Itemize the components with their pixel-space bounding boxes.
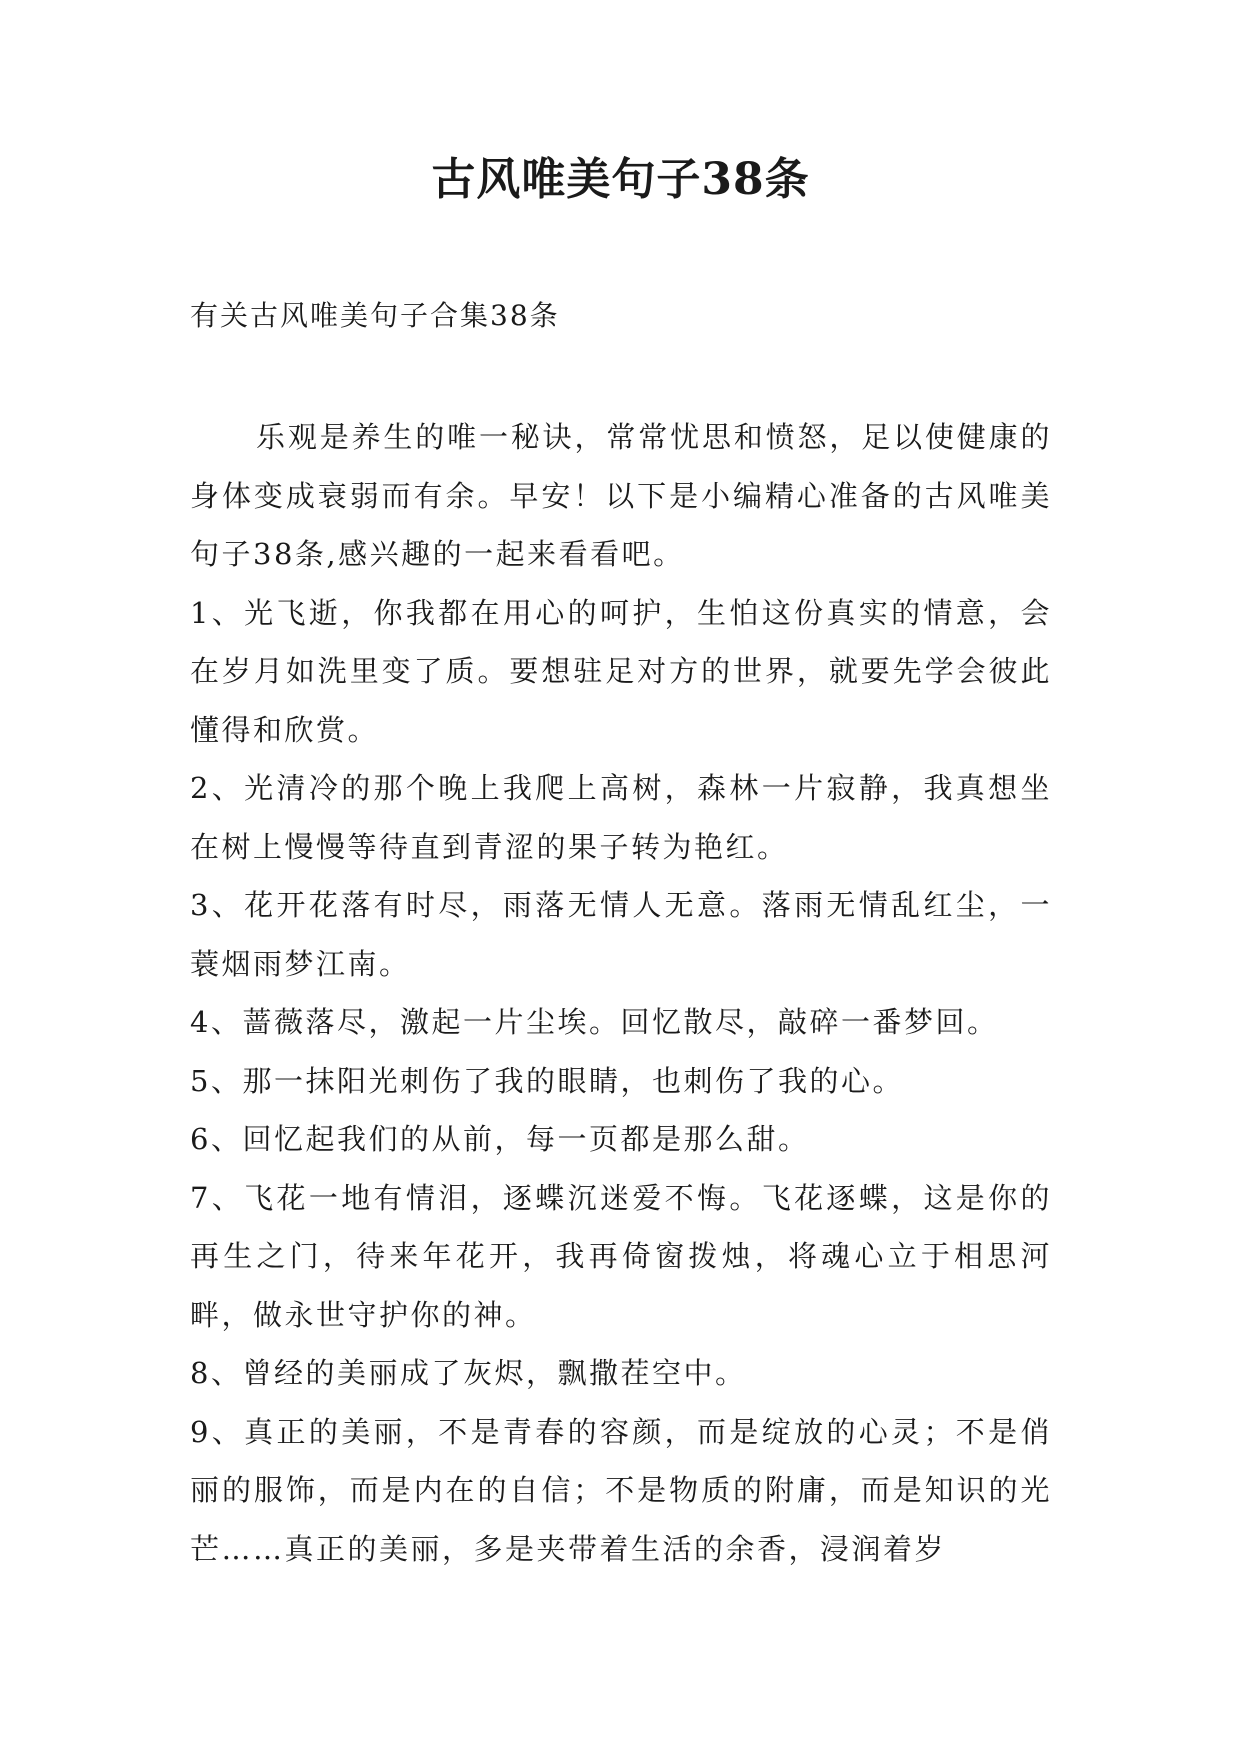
list-item: 3、花开花落有时尽，雨落无情人无意。落雨无情乱红尘，一蓑烟雨梦江南。 [190, 888, 1052, 981]
list-item: 7、飞花一地有情泪，逐蝶沉迷爱不悔。飞花逐蝶，这是你的再生之门，待来年花开，我再倚窗拨烛，将魂心立于相思河畔，做永世守护你的神。 [190, 1180, 1052, 1332]
list-item: 9、真正的美丽，不是青春的容颜，而是绽放的心灵；不是俏丽的服饰，而是内在的自信；不是物质的附庸，而是知识的光芒……真正的美丽，多是夹带着生活的余香，浸润着岁 [190, 1414, 1052, 1566]
list-item: 5、那一抹阳光刺伤了我的眼睛，也刺伤了我的心。 [190, 1063, 904, 1098]
list-item: 2、光清冷的那个晚上我爬上高树，森林一片寂静，我真想坐在树上慢慢等待直到青涩的果子转为艳红。 [190, 771, 1052, 864]
document-subtitle: 有关古风唯美句子合集38条 [190, 299, 560, 332]
list-item: 6、回忆起我们的从前，每一页都是那么甜。 [190, 1122, 810, 1156]
intro-paragraph: 乐观是养生的唯一秘诀，常常忧思和愤怒，足以使健康的身体变成衰弱而有余。早安！以下是小编精心准备的古风唯美句子38条,感兴趣的一起来看看吧。 [190, 420, 1052, 571]
document-body [190, 408, 1052, 1578]
document-title: 古风唯美句子38条 [431, 154, 810, 205]
list-item: 8、曾经的美丽成了灰烬，飘撒茬空中。 [190, 1356, 747, 1390]
list-item: 4、蔷薇落尽，激起一片尘埃。回忆散尽，敲碎一番梦回。 [190, 1005, 999, 1039]
list-item: 1、光飞逝，你我都在用心的呵护，生怕这份真实的情意，会在岁月如洗里变了质。要想驻足对方的世界，就要先学会彼此懂得和欣赏。 [190, 595, 1052, 747]
